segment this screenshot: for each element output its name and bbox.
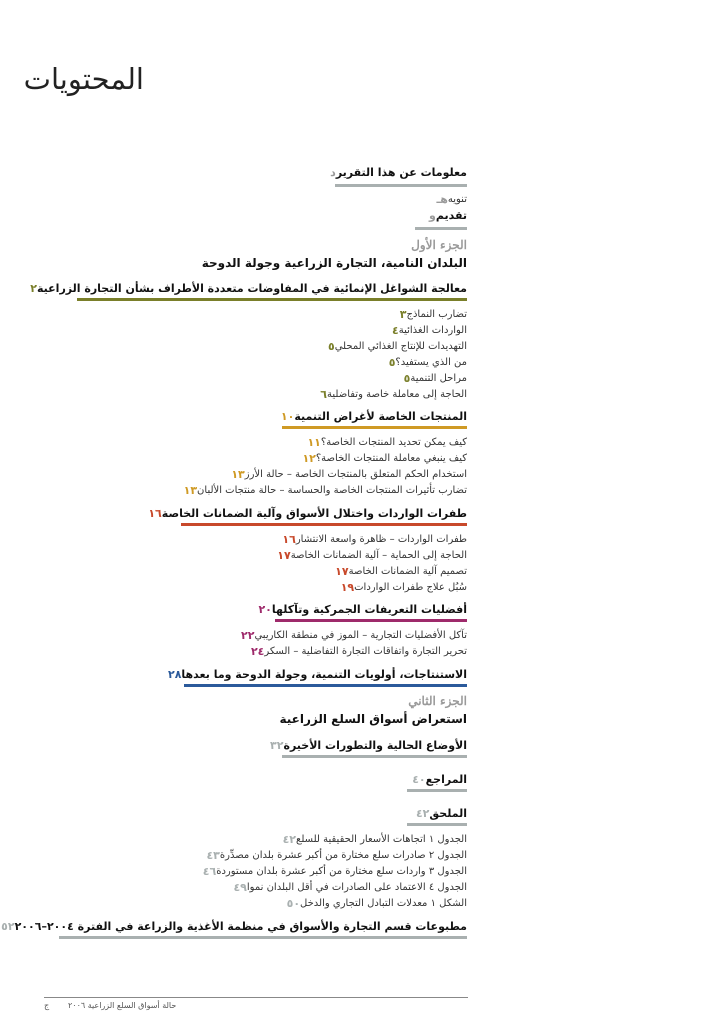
section-rule: [184, 684, 467, 687]
entry-label: تصميم آلية الضمانات الخاصة: [348, 565, 467, 577]
toc-item[interactable]: [375, 322, 467, 338]
toc-item[interactable]: [330, 579, 467, 595]
toc-section-8[interactable]: [405, 805, 467, 821]
footer-divider: [44, 997, 468, 998]
toc-entry-note[interactable]: [424, 191, 467, 207]
page-number: ١١: [307, 435, 321, 449]
page-number: ٢٨: [167, 667, 182, 681]
entry-label: تضارب تأثيرات المنتجات الخاصة والحساسة – حالة منتجات الألبان: [197, 484, 467, 496]
page-number: ١٦: [282, 532, 296, 546]
section-rule: [282, 755, 467, 758]
toc-item[interactable]: [223, 879, 467, 895]
toc-item[interactable]: [272, 831, 467, 847]
toc-section-3[interactable]: [138, 505, 467, 521]
toc-item[interactable]: [371, 354, 467, 370]
entry-label: تآكل الأفضليات التجارية – الموز في منطقة الكاريبي: [254, 629, 467, 641]
page-number: ٢٢: [241, 628, 255, 642]
page-number: ٤٦: [202, 864, 217, 878]
section-rule: [335, 184, 467, 187]
toc-section-1[interactable]: [13, 280, 467, 296]
page-number: ٥: [403, 371, 411, 385]
section-rule: [407, 823, 467, 826]
entry-label: الجدول ٤ الاعتماد على الصادرات في أقل البلدان نموا: [246, 881, 467, 893]
entry-label: الحاجة إلى الحماية – آلية الضمانات الخاصة: [290, 549, 467, 561]
entry-label: الحاجة إلى معاملة خاصة وتفاضلية: [327, 388, 467, 400]
page-number: ٢٤: [250, 644, 265, 658]
page-number: ٢٠: [258, 602, 272, 616]
toc-item[interactable]: [276, 895, 467, 911]
entry-label: الجدول ١ اتجاهات الأسعار الحقيقية للسلع: [296, 833, 467, 845]
entry-label: الأوضاع الحالية والتطورات الأخيرة: [283, 738, 467, 752]
page-number: ٤٣: [206, 848, 220, 862]
toc-item[interactable]: [272, 531, 467, 547]
toc-entry-about[interactable]: [312, 164, 467, 180]
page-number: ١٣: [231, 467, 245, 481]
entry-label: تنويه: [447, 193, 467, 205]
toc-item[interactable]: [196, 847, 467, 863]
section-rule: [275, 619, 467, 622]
toc-item[interactable]: [267, 547, 467, 563]
toc-item[interactable]: [311, 338, 467, 354]
page-number: ٤٠: [412, 772, 426, 786]
page-number: ٤٢: [415, 806, 430, 820]
entry-label: الجدول ٣ واردات سلع مختارة من أكبر عشرة بلدان مستوردة: [216, 865, 467, 877]
entry-label: سُبُل علاج طفرات الواردات: [354, 581, 467, 593]
footer-title: حالة أسواق السلع الزراعية ٢٠٠٦: [68, 1001, 177, 1010]
footer-page-number: ج: [44, 1001, 50, 1010]
page-number: ٥: [388, 355, 396, 369]
toc-section-5[interactable]: [157, 666, 467, 682]
entry-label: مطبوعات قسم التجارة والأسواق في منظمة الأغذية والزراعة في الفترة ٢٠٠٤–٢٠٠٦: [14, 919, 467, 933]
page-number: ٥٢: [1, 919, 15, 933]
page-number: ١٦: [148, 506, 162, 520]
entry-label: الشكل ١ معدلات التبادل التجاري والدخل: [300, 897, 467, 909]
page-number: ٢: [30, 281, 37, 295]
page-number: ١٠: [280, 409, 295, 423]
entry-label: من الذي يستفيد؟: [395, 356, 467, 368]
entry-label: كيف يمكن تحديد المنتجات الخاصة؟: [320, 436, 467, 448]
page-number: ٣: [399, 307, 407, 321]
part-one-label: الجزء الأول: [411, 238, 467, 252]
entry-label: تحرير التجارة واتفاقات التجارة التفاضلية – السكر: [264, 645, 467, 657]
entry-label: أفضليات التعريفات الجمركية وتآكلها: [271, 602, 467, 616]
entry-label: الملحق: [429, 806, 467, 820]
section-rule: [407, 789, 467, 792]
page-number: ٥٠: [286, 896, 301, 910]
toc-section-9[interactable]: [0, 918, 467, 934]
entry-label: معلومات عن هذا التقرير: [335, 165, 467, 179]
entry-label: الاستنتاجات، أولويات التنمية، وجولة الدوحة وما بعدها: [181, 667, 467, 681]
toc-item[interactable]: [325, 563, 467, 579]
toc-section-2[interactable]: [270, 408, 467, 424]
entry-label: كيف ينبغي معاملة المنتجات الخاصة؟: [315, 452, 467, 464]
entry-label: الجدول ٢ صادرات سلع مختارة من أكبر عشرة بلدان مصدِّرة: [219, 849, 467, 861]
toc-section-6[interactable]: [259, 737, 467, 753]
page-number: هـ: [436, 192, 448, 206]
page-title: المحتويات: [23, 62, 144, 96]
entry-label: طفرات الواردات – ظاهرة واسعة الانتشار: [295, 533, 467, 545]
toc-section-4[interactable]: [248, 601, 467, 617]
entry-label: المنتجات الخاصة لأغراض التنمية: [294, 409, 467, 423]
part-two-title: استعراض أسواق السلع الزراعية: [279, 712, 467, 726]
section-rule: [282, 426, 467, 429]
section-rule: [59, 936, 467, 939]
entry-label: معالجة الشواغل الإنمائية في المفاوضات متعددة الأطراف بشأن التجارة الزراعية: [37, 281, 467, 295]
toc-item[interactable]: [173, 482, 467, 498]
page-number: ٤٩: [233, 880, 247, 894]
entry-label: تقديم: [435, 208, 467, 222]
page-number: ٤: [392, 323, 399, 337]
entry-label: طفرات الواردات واختلال الأسواق وآلية الضمانات الخاصة: [161, 506, 467, 520]
toc-item[interactable]: [292, 450, 467, 466]
page-number: ١٧: [277, 548, 291, 562]
toc-item[interactable]: [240, 643, 467, 659]
entry-label: التهديدات للإنتاج الغذائي المحلي: [334, 340, 467, 352]
page-number: ٤٢: [282, 832, 297, 846]
entry-label: المراجع: [425, 772, 467, 786]
page-number: ١٧: [335, 564, 349, 578]
entry-label: استخدام الحكم المتعلق بالمنتجات الخاصة – حالة الأرز: [244, 468, 467, 480]
page-number: د: [330, 165, 336, 179]
section-rule: [415, 227, 467, 230]
page-number: ١٢: [302, 451, 316, 465]
entry-label: الواردات الغذائية: [398, 324, 467, 336]
section-rule: [77, 298, 467, 301]
page-number: ١٣: [183, 483, 198, 497]
page-number: ٦: [320, 387, 328, 401]
entry-label: مراحل التنمية: [410, 372, 467, 384]
toc-entry-preface[interactable]: [412, 207, 467, 223]
page-number: ١٩: [340, 580, 355, 594]
toc-item[interactable]: [303, 386, 467, 402]
part-one-title: البلدان النامية، التجارة الزراعية وجولة الدوحة: [201, 256, 467, 270]
entry-label: تضارب النماذج: [406, 308, 467, 320]
toc-item[interactable]: [386, 370, 467, 386]
part-two-label: الجزء الثاني: [408, 694, 467, 708]
toc-item[interactable]: [297, 434, 467, 450]
toc-item[interactable]: [192, 863, 467, 879]
toc-item[interactable]: [382, 306, 467, 322]
page-number: ٣٢: [270, 738, 284, 752]
toc-item[interactable]: [221, 466, 467, 482]
page-number: ٥: [328, 339, 335, 353]
page-number: و: [428, 208, 436, 222]
toc-item[interactable]: [230, 627, 467, 643]
section-rule: [181, 523, 467, 526]
toc-section-7[interactable]: [402, 771, 467, 787]
